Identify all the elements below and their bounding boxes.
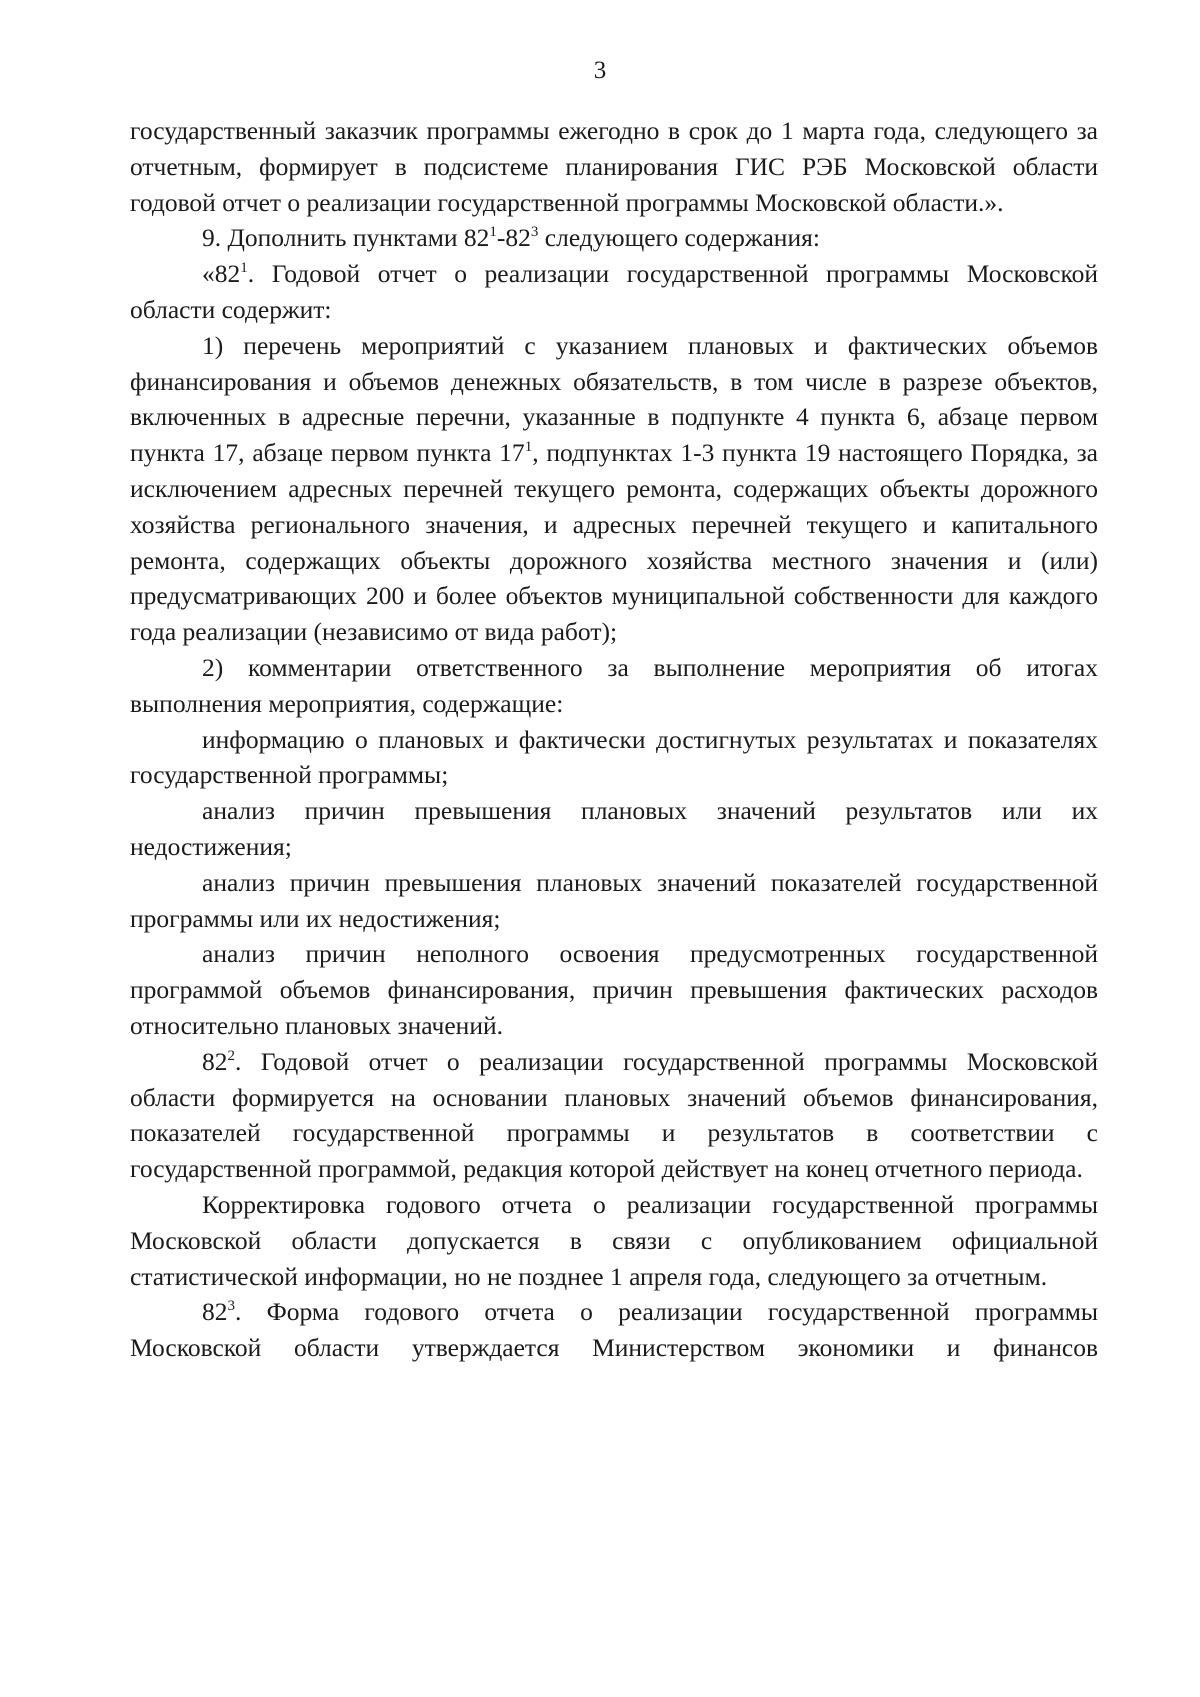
superscript: 3 xyxy=(227,1298,235,1315)
paragraph-text: государственный заказчик программы ежегодно в срок до 1 марта года, следующего за отчетным, формирует в подсистеме планирования ГИС РЭБ Московской области годовой отчет о реализации государственной программы Московской области.». xyxy=(130,116,1098,217)
text-run: . Годовой отчет о реализации государственной программы Московской области формируется на основании плановых значений объемов финансирования, показателей государственной программы и результатов в соответствии с государственной программой, редакция которой действует на конец отчетного периода. xyxy=(130,1046,1098,1184)
paragraph-clause-82-3 xyxy=(130,1294,1098,1366)
superscript: 2 xyxy=(227,1047,235,1064)
text-run: 9. Дополнить пунктами 82 xyxy=(202,223,490,253)
superscript: 3 xyxy=(530,224,539,241)
text-run: 1) перечень мероприятий с указанием плановых и фактических объемов финансирования и объемов денежных обязательств, в том числе в разрезе объектов, включенных в адресные перечни, указанные в подпункте 4 пункта 6, абзаце первом пункта 17, абзаце первом пункта 17 xyxy=(130,330,1098,468)
superscript: 1 xyxy=(489,224,497,241)
document-body xyxy=(130,113,1098,1366)
text-run: . Форма годового отчета о реализации государственной программы Московской области утверждается Министерством экономики и финансов xyxy=(130,1297,1098,1363)
paragraph-clause-82-1 xyxy=(130,256,1098,328)
superscript: 1 xyxy=(240,260,248,277)
paragraph-text: анализ причин неполного освоения предусмотренных государственной программой объемов финансирования, причин превышения фактических расходов относительно плановых значений. xyxy=(130,939,1098,1040)
paragraph-subitem-2 xyxy=(130,650,1098,722)
paragraph-continuation xyxy=(130,113,1098,220)
paragraph-analysis-funding xyxy=(130,936,1098,1043)
paragraph-info xyxy=(130,722,1098,794)
paragraph-text: информацию о плановых и фактически достигнутых результатах и показателях государственной программы; xyxy=(130,724,1098,790)
paragraph-analysis-indicators xyxy=(130,865,1098,937)
paragraph-correction xyxy=(130,1187,1098,1294)
paragraph-text: анализ причин превышения плановых значений результатов или их недостижения; xyxy=(130,796,1098,861)
paragraph-analysis-results xyxy=(130,793,1098,865)
paragraph-clause-82-2 xyxy=(130,1044,1098,1187)
text-run: , подпунктах 1-3 пункта 19 настоящего Порядка, за исключением адресных перечней текущего ремонта, содержащих объекты дорожного хозяйства регионального значения, и адресных перечней текущего и капитального ремонта, содержащих объекты дорожного хозяйства местного значения и (или) предусматривающих 200 и более объектов муниципальной собственности для каждого года реализации (независимо от вида работ); xyxy=(130,438,1099,647)
text-run: 82 xyxy=(202,1046,228,1076)
superscript: 1 xyxy=(524,439,533,456)
paragraph-text: анализ причин превышения плановых значений показателей государственной программы или их недостижения; xyxy=(130,867,1098,933)
paragraph-text: Корректировка годового отчета о реализации государственной программы Московской области допускается в связи с опубликованием официальной статистической информации, но не позднее 1 апреля года, следующего за отчетным. xyxy=(130,1189,1098,1291)
paragraph-item-9 xyxy=(130,220,1098,256)
text-run: «82 xyxy=(202,259,241,289)
text-run: следующего содержания: xyxy=(538,223,820,253)
page-number: 3 xyxy=(593,57,607,84)
paragraph-subitem-1 xyxy=(130,328,1098,650)
text-run: . Годовой отчет о реализации государственной программы Московской области содержит: xyxy=(130,259,1098,324)
text-run: -82 xyxy=(496,223,531,253)
text-run: 82 xyxy=(202,1297,228,1327)
paragraph-text: 2) комментарии ответственного за выполнение мероприятия об итогах выполнения мероприятия, содержащие: xyxy=(130,652,1098,718)
